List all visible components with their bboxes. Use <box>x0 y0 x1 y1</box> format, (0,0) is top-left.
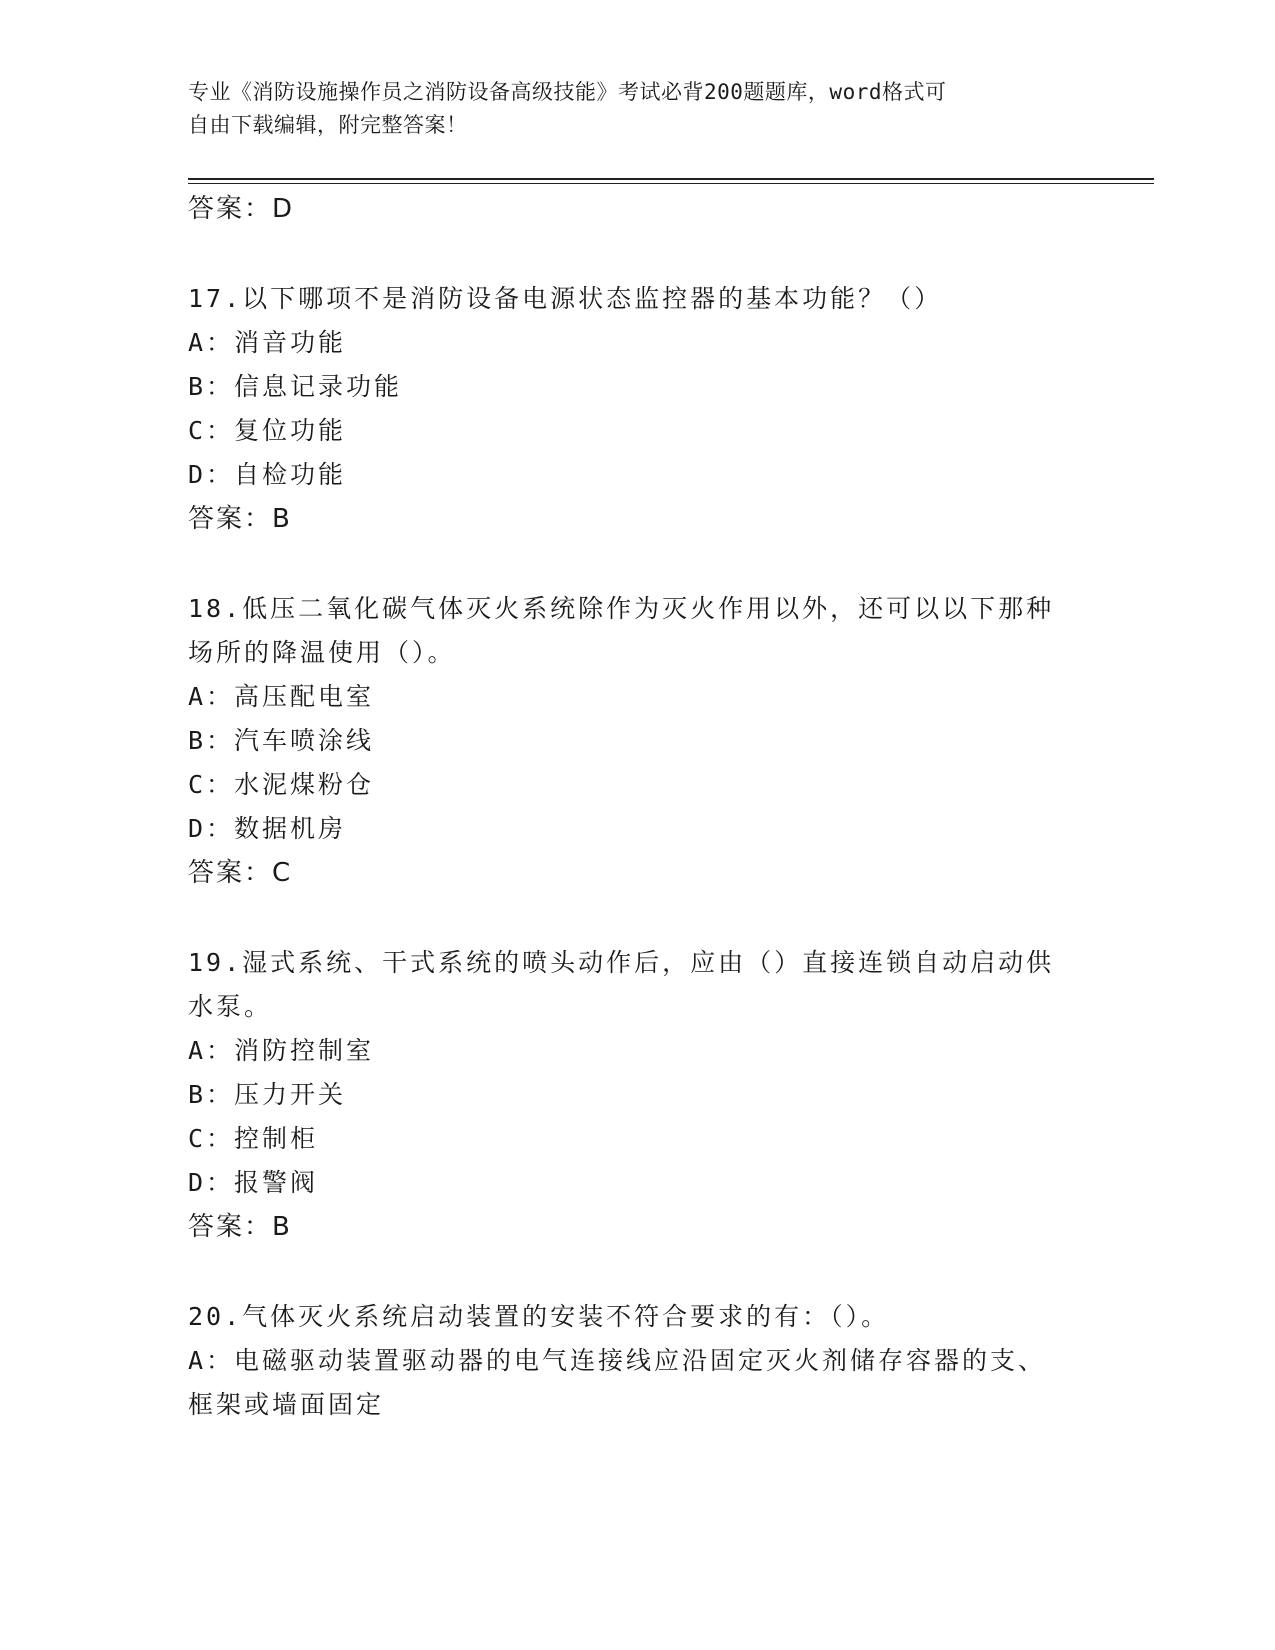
question-18-text-line-2: 场所的降温使用（）。 <box>188 638 456 667</box>
question-20-option-a-line-2: 框架或墙面固定 <box>188 1390 385 1419</box>
question-17-option-b: B：信息记录功能 <box>188 372 403 401</box>
question-17-option-a: A：消音功能 <box>188 328 347 357</box>
question-19-option-a: A：消防控制室 <box>188 1036 375 1065</box>
question-18-option-b: B：汽车喷涂线 <box>188 726 375 755</box>
question-17-option-d: D：自检功能 <box>188 460 347 489</box>
question-18-text-line-1: 18.低压二氧化碳气体灭火系统除作为灭火作用以外，还可以以下那种 <box>188 594 1055 623</box>
question-20-text: 20.气体灭火系统启动装置的安装不符合要求的有：（）。 <box>188 1302 890 1331</box>
question-18-option-d: D：数据机房 <box>188 814 347 843</box>
document-header <box>188 76 1068 142</box>
question-18-option-c: C：水泥煤粉仓 <box>188 770 375 799</box>
header-line-2: 自由下载编辑，附完整答案！ <box>188 113 468 137</box>
question-19-option-b: B：压力开关 <box>188 1080 347 1109</box>
question-20-option-a-line-1: A：电磁驱动装置驱动器的电气连接线应沿固定灭火剂储存容器的支、 <box>188 1346 1047 1375</box>
question-19-answer: 答案：B <box>188 1212 292 1242</box>
question-18-option-a: A：高压配电室 <box>188 682 375 711</box>
question-17-text: 17.以下哪项不是消防设备电源状态监控器的基本功能？（） <box>188 284 943 313</box>
question-17-option-c: C：复位功能 <box>188 416 347 445</box>
header-rule-thick <box>188 178 1154 180</box>
question-17-answer: 答案：B <box>188 504 292 534</box>
question-19-option-d: D：报警阀 <box>188 1168 319 1197</box>
header-rule-thin <box>188 183 1154 184</box>
answer-previous: 答案：D <box>188 194 295 224</box>
header-line-1: 专业《消防设施操作员之消防设备高级技能》考试必背200题题库，word格式可 <box>188 80 947 104</box>
question-18-answer: 答案：C <box>188 858 293 888</box>
question-19-text-line-2: 水泵。 <box>188 992 273 1021</box>
question-19-text-line-1: 19.湿式系统、干式系统的喷头动作后，应由（）直接连锁自动启动供 <box>188 948 1055 977</box>
question-19-option-c: C：控制柜 <box>188 1124 319 1153</box>
